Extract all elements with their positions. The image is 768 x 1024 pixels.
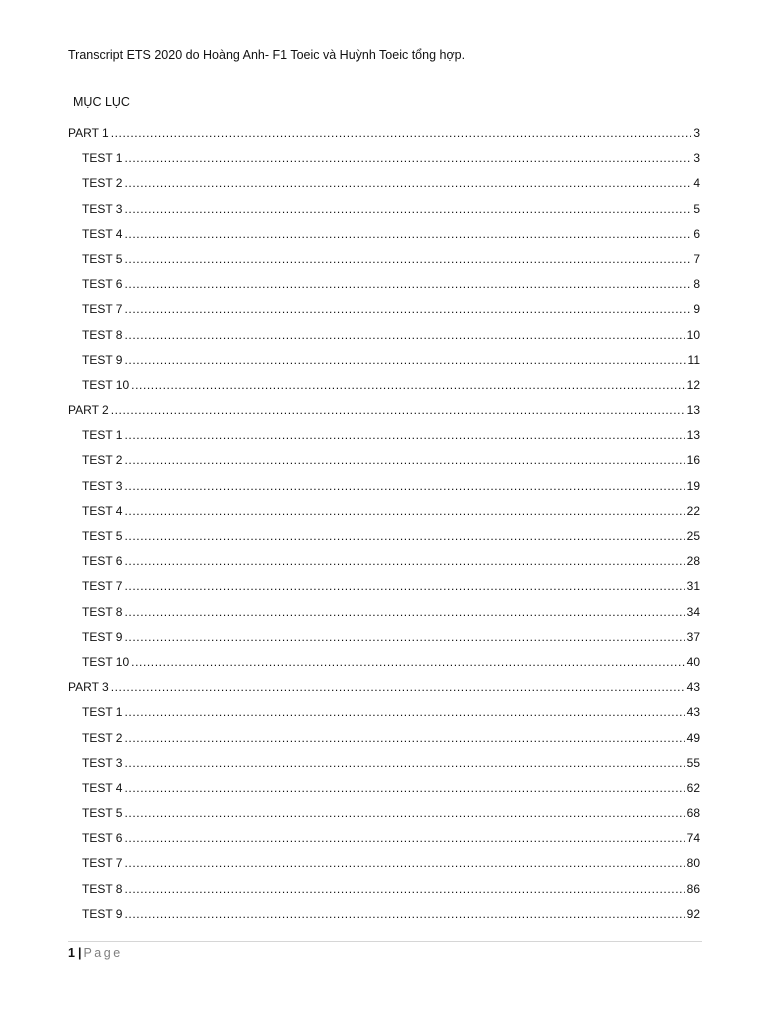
toc-dot-leader xyxy=(124,629,684,645)
toc-dot-leader xyxy=(124,478,684,494)
toc-entry-page-number: 3 xyxy=(693,126,700,140)
toc-entry-page-number: 4 xyxy=(693,176,700,191)
toc-entry-label: TEST 3 xyxy=(82,478,123,493)
toc-dot-leader xyxy=(124,730,684,746)
toc-entry-page-number: 34 xyxy=(686,604,700,619)
toc-entry-page-number: 37 xyxy=(686,629,700,644)
toc-entry-page-number: 28 xyxy=(686,554,700,569)
toc-dot-leader xyxy=(111,402,685,418)
toc-entry-page-number: 3 xyxy=(693,151,700,166)
toc-entry-part[interactable] xyxy=(68,402,700,427)
toc-dot-leader xyxy=(124,201,691,217)
toc-entry-label: TEST 5 xyxy=(82,806,123,821)
toc-dot-leader xyxy=(124,528,684,544)
toc-entry-page-number: 25 xyxy=(686,529,700,543)
toc-entry-page-number: 22 xyxy=(686,503,700,518)
toc-entry-test[interactable] xyxy=(68,654,700,679)
toc-heading: MỤC LỤC xyxy=(73,95,130,109)
toc-dot-leader xyxy=(124,553,684,569)
footer-separator: | xyxy=(77,946,82,960)
toc-entry-test[interactable] xyxy=(68,327,700,352)
toc-entry-label: PART 2 xyxy=(68,403,109,418)
toc-entry-test[interactable] xyxy=(68,251,700,276)
toc-entry-label: TEST 7 xyxy=(82,856,123,871)
toc-entry-page-number: 55 xyxy=(686,755,700,770)
toc-entry-label: PART 1 xyxy=(68,126,109,140)
toc-dot-leader xyxy=(124,427,684,443)
toc-entry-label: TEST 2 xyxy=(82,453,123,468)
toc-entry-test[interactable] xyxy=(68,704,700,729)
toc-entry-label: TEST 4 xyxy=(82,226,123,241)
toc-entry-label: TEST 1 xyxy=(82,428,123,443)
page-footer xyxy=(68,945,123,961)
toc-entry-test[interactable] xyxy=(68,377,700,402)
toc-entry-page-number: 19 xyxy=(686,478,700,493)
toc-dot-leader xyxy=(124,830,684,846)
toc-entry-label: TEST 9 xyxy=(82,352,123,367)
toc-entry-page-number: 49 xyxy=(686,730,700,745)
toc-dot-leader xyxy=(124,578,684,594)
toc-dot-leader xyxy=(124,780,684,796)
toc-entry-page-number: 43 xyxy=(686,680,700,695)
toc-entry-label: PART 3 xyxy=(68,680,109,695)
toc-dot-leader xyxy=(131,377,685,393)
toc-dot-leader xyxy=(124,175,691,191)
toc-entry-test[interactable] xyxy=(68,553,700,578)
toc-entry-label: TEST 7 xyxy=(82,579,123,594)
toc-entry-label: TEST 8 xyxy=(82,327,123,342)
toc-entry-label: TEST 4 xyxy=(82,503,123,518)
toc-entry-page-number: 31 xyxy=(686,579,700,594)
toc-entry-test[interactable] xyxy=(68,276,700,301)
toc-entry-test[interactable] xyxy=(68,301,700,326)
toc-entry-page-number: 40 xyxy=(686,654,700,669)
toc-dot-leader xyxy=(124,704,684,720)
toc-entry-page-number: 68 xyxy=(686,806,700,821)
toc-dot-leader xyxy=(124,604,684,620)
toc-entry-label: TEST 6 xyxy=(82,277,123,292)
toc-entry-test[interactable] xyxy=(68,528,700,553)
toc-entry-label: TEST 6 xyxy=(82,554,123,569)
toc-entry-test[interactable] xyxy=(68,629,700,654)
toc-entry-test[interactable] xyxy=(68,175,700,200)
toc-dot-leader xyxy=(124,881,684,897)
toc-entry-test[interactable] xyxy=(68,452,700,477)
toc-entry-label: TEST 1 xyxy=(82,705,123,720)
toc-dot-leader xyxy=(124,755,684,771)
toc-entry-label: TEST 2 xyxy=(82,176,123,191)
toc-dot-leader xyxy=(124,352,685,368)
toc-entry-label: TEST 4 xyxy=(82,780,123,795)
toc-entry-page-number: 12 xyxy=(686,377,700,392)
toc-entry-page-number: 11 xyxy=(687,352,700,367)
toc-dot-leader xyxy=(111,125,692,141)
toc-entry-test[interactable] xyxy=(68,201,700,226)
toc-entry-label: TEST 5 xyxy=(82,251,123,266)
toc-entry-test[interactable] xyxy=(68,352,700,377)
document-title: Transcript ETS 2020 do Hoàng Anh- F1 Toeic và Huỳnh Toeic tổng hợp. xyxy=(68,48,466,62)
toc-entry-test[interactable] xyxy=(68,906,700,931)
toc-entry-label: TEST 3 xyxy=(82,201,123,216)
toc-entry-test[interactable] xyxy=(68,226,700,251)
toc-entry-test[interactable] xyxy=(68,881,700,906)
toc-entry-page-number: 86 xyxy=(686,881,700,896)
toc-entry-page-number: 62 xyxy=(686,780,700,795)
toc-dot-leader xyxy=(124,503,684,519)
footer-page-number: 1 xyxy=(68,946,75,960)
toc-entry-test[interactable] xyxy=(68,805,700,830)
toc-dot-leader xyxy=(124,906,684,922)
toc-entry-label: TEST 3 xyxy=(82,755,123,770)
toc-dot-leader xyxy=(124,327,684,343)
toc-dot-leader xyxy=(124,226,691,242)
toc-entry-page-number: 13 xyxy=(686,403,700,418)
toc-entry-label: TEST 10 xyxy=(82,377,130,392)
toc-entry-page-number: 6 xyxy=(693,226,700,241)
toc-dot-leader xyxy=(124,855,684,871)
toc-entry-page-number: 9 xyxy=(693,302,700,317)
toc-entry-test[interactable] xyxy=(68,578,700,603)
toc-dot-leader xyxy=(124,452,684,468)
toc-dot-leader xyxy=(124,301,691,317)
footer-divider xyxy=(68,941,702,942)
toc-dot-leader xyxy=(111,679,685,695)
toc-dot-leader xyxy=(124,276,691,292)
toc-entry-label: TEST 2 xyxy=(82,730,123,745)
toc-entry-test[interactable] xyxy=(68,503,700,528)
toc-entry-test[interactable] xyxy=(68,478,700,503)
toc-entry-page-number: 16 xyxy=(686,453,700,468)
toc-dot-leader xyxy=(124,251,691,267)
table-of-contents xyxy=(68,125,700,931)
toc-entry-test[interactable] xyxy=(68,855,700,880)
toc-entry-label: TEST 6 xyxy=(82,831,123,846)
toc-entry-page-number: 8 xyxy=(693,277,700,292)
toc-entry-test[interactable] xyxy=(68,730,700,755)
toc-entry-label: TEST 7 xyxy=(82,302,123,317)
footer-page-word: Page xyxy=(83,946,123,960)
toc-entry-label: TEST 8 xyxy=(82,604,123,619)
toc-entry-test[interactable] xyxy=(68,150,700,175)
toc-entry-page-number: 10 xyxy=(686,327,700,342)
toc-entry-page-number: 43 xyxy=(686,705,700,720)
toc-entry-label: TEST 10 xyxy=(82,654,130,669)
toc-dot-leader xyxy=(131,654,685,670)
toc-entry-page-number: 80 xyxy=(686,856,700,871)
toc-entry-test[interactable] xyxy=(68,830,700,855)
toc-entry-page-number: 7 xyxy=(693,251,700,266)
toc-dot-leader xyxy=(124,150,691,166)
toc-entry-page-number: 5 xyxy=(693,201,700,216)
toc-entry-label: TEST 1 xyxy=(82,151,123,166)
toc-entry-label: TEST 5 xyxy=(82,529,123,543)
toc-entry-label: TEST 9 xyxy=(82,906,123,921)
toc-dot-leader xyxy=(124,805,684,821)
toc-entry-test[interactable] xyxy=(68,427,700,452)
toc-entry-part[interactable] xyxy=(68,679,700,704)
toc-entry-page-number: 74 xyxy=(686,831,700,846)
toc-entry-label: TEST 8 xyxy=(82,881,123,896)
toc-entry-label: TEST 9 xyxy=(82,629,123,644)
toc-entry-test[interactable] xyxy=(68,780,700,805)
toc-entry-test[interactable] xyxy=(68,604,700,629)
toc-entry-page-number: 92 xyxy=(686,906,700,921)
toc-entry-part[interactable] xyxy=(68,125,700,150)
toc-entry-page-number: 13 xyxy=(686,428,700,443)
toc-entry-test[interactable] xyxy=(68,755,700,780)
